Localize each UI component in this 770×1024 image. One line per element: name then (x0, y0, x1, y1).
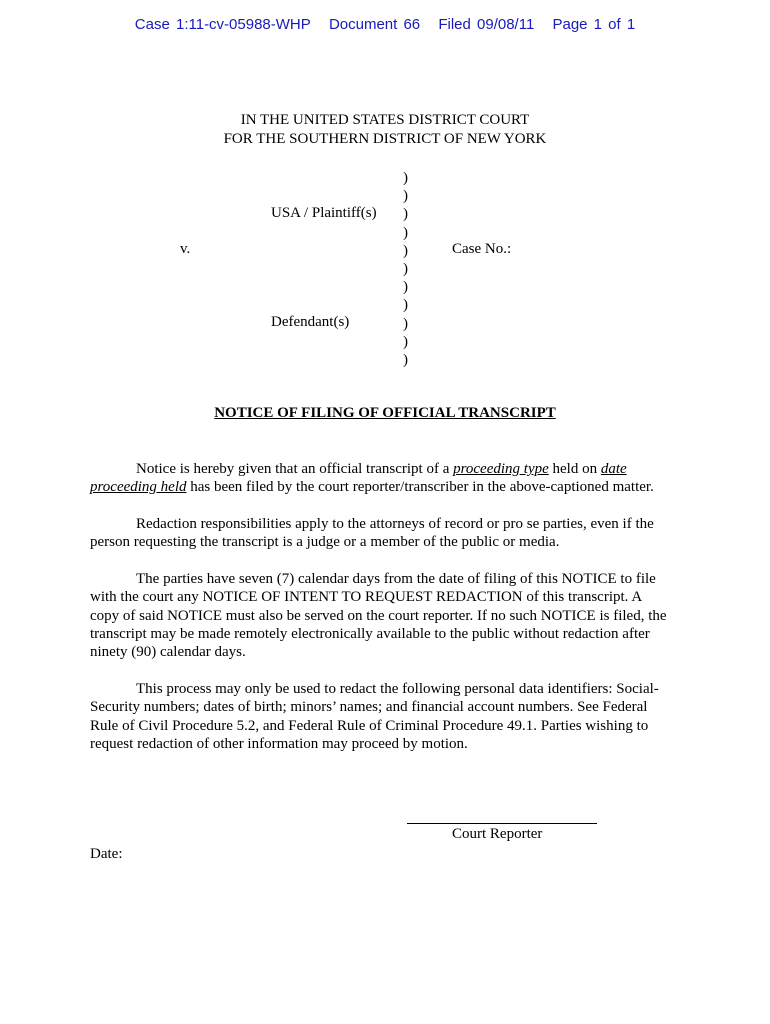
proceeding-held-placeholder: proceeding held (90, 479, 187, 496)
caption-paren: ) (403, 206, 408, 223)
signature-line (407, 823, 597, 824)
ecf-page-number: Page 1 of 1 (552, 16, 636, 33)
caption-paren: ) (403, 242, 408, 259)
caption-paren: ) (403, 351, 408, 368)
caption-paren: ) (403, 260, 408, 277)
paragraph-line: This process may only be used to redact the following personal data identifiers: Social- (136, 681, 659, 697)
caption-paren: ) (403, 188, 408, 205)
paragraph-deadline (90, 570, 690, 661)
plaintiff-label: USA / Plaintiff(s) (271, 205, 377, 221)
paragraph-line: request redaction of other information may proceed by motion. (90, 735, 468, 752)
paragraph-notice (90, 460, 690, 497)
paragraph-identifiers (90, 680, 690, 753)
text-run: has been filed by the court reporter/transcriber in the above-captioned matter. (186, 479, 654, 496)
case-number-label: Case No.: (452, 241, 512, 257)
paragraph-line: Redaction responsibilities apply to the attorneys of record or pro se parties, even if the (136, 516, 654, 532)
court-title-line2: FOR THE SOUTHERN DISTRICT OF NEW YORK (223, 131, 547, 147)
caption-paren: ) (403, 224, 408, 241)
text-run: held on (548, 461, 601, 477)
date-placeholder: date (600, 461, 627, 477)
caption-paren: ) (403, 297, 408, 314)
paragraph-line: transcript may be made remotely electronically available to the public without redaction after (90, 625, 650, 642)
proceeding-type-placeholder: proceeding type (453, 461, 549, 477)
caption-paren: ) (403, 315, 408, 332)
defendant-label: Defendant(s) (271, 314, 350, 330)
court-reporter-label: Court Reporter (452, 826, 543, 842)
notice-title: NOTICE OF FILING OF OFFICIAL TRANSCRIPT (214, 405, 556, 421)
paragraph-line (90, 478, 690, 496)
paragraph-line (90, 460, 690, 478)
court-title-line1: IN THE UNITED STATES DISTRICT COURT (240, 112, 530, 128)
ecf-filed-date: Filed 09/08/11 (438, 16, 535, 33)
caption-paren: ) (403, 279, 408, 296)
paragraph-redaction-responsibilities (90, 515, 690, 552)
caption-paren: ) (403, 170, 408, 186)
date-label: Date: (90, 846, 123, 862)
paragraph-line: Rule of Civil Procedure 5.2, and Federal Rule of Criminal Procedure 49.1. Parties wishing to (90, 717, 649, 734)
ecf-document-number: Document 66 (328, 16, 421, 33)
paragraph-line: copy of said NOTICE must also be served on the court reporter. If no such NOTICE is filed, the (90, 607, 667, 624)
ecf-case-number: Case 1:11-cv-05988-WHP (134, 16, 311, 33)
paragraph-line: The parties have seven (7) calendar days from the date of filing of this NOTICE to file (136, 571, 656, 587)
caption-parentheses (403, 169, 423, 369)
paragraph-line: with the court any NOTICE OF INTENT TO REQUEST REDACTION of this transcript. A (90, 589, 643, 606)
versus-label: v. (180, 241, 191, 257)
caption-paren: ) (403, 333, 408, 350)
text-run: Notice is hereby given that an official transcript of a (136, 461, 454, 477)
paragraph-line: person requesting the transcript is a judge or a member of the public or media. (90, 534, 560, 551)
paragraph-line: Security numbers; dates of birth; minors’ names; and financial account numbers. See Federal (90, 699, 648, 716)
court-title (0, 111, 770, 149)
ecf-header (0, 16, 770, 33)
paragraph-line: ninety (90) calendar days. (90, 644, 246, 661)
